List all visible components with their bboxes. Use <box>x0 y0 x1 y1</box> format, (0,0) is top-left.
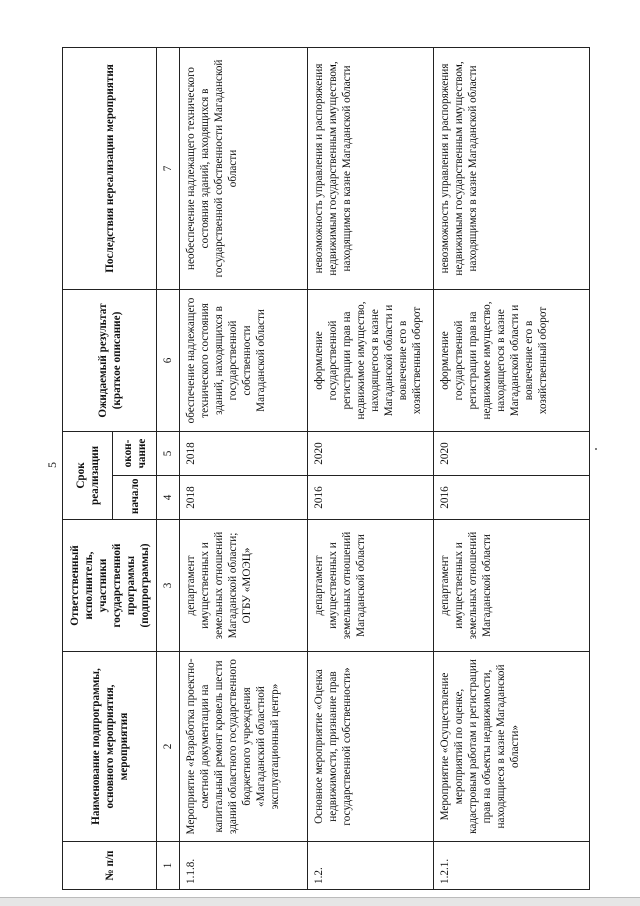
column-number: 5 <box>157 431 180 475</box>
row-num: 1.2. <box>308 842 434 890</box>
column-number: 6 <box>157 289 180 431</box>
column-number: 2 <box>157 652 180 842</box>
row-name: Мероприятие «Осуществление мероприятий по оценке, кадастровым работам и регистрации прав на объекты недвижимости, находящиеся в казне Магаданской области» <box>434 652 590 842</box>
column-number: 4 <box>157 476 180 520</box>
scan-speck <box>595 448 597 450</box>
row-result: оформление государственной регистрации прав на недвижимое имущество, находящегося в казне Магаданской области и вовлечение его в хозяйственный оборот <box>308 289 434 431</box>
table-row <box>434 47 590 889</box>
header-result: Ожидаемый результат (краткое описание) <box>63 289 157 431</box>
row-end: 2020 <box>434 431 590 475</box>
row-num: 1.1.8. <box>180 842 308 890</box>
row-name: Мероприятие «Разработка проектно-сметной документации на капитальный ремонт кровель шести зданий областного государственного бюджетного учреждения «Магаданский областной эксплуатационный центр» <box>180 652 308 842</box>
column-number: 3 <box>157 520 180 652</box>
table-row <box>180 47 308 889</box>
row-name: Основное мероприятие «Оценка недвижимости, признание прав государственной собственности» <box>308 652 434 842</box>
column-number: 7 <box>157 47 180 289</box>
row-end: 2020 <box>308 431 434 475</box>
page-number: 5 <box>45 462 59 468</box>
header-end: окон-чание <box>113 431 157 475</box>
header-name: Наименование подпрограммы, основного мероприятия, мероприятия <box>63 652 157 842</box>
row-executor: департамент имущественных и земельных отношений Магаданской области <box>434 520 590 652</box>
column-number-row <box>157 47 180 889</box>
row-start: 2016 <box>434 476 590 520</box>
header-executor: Ответственный исполнитель, участники государственной программы (подпрограммы) <box>63 520 157 652</box>
row-end: 2018 <box>180 431 308 475</box>
column-number: 1 <box>157 842 180 890</box>
row-start: 2018 <box>180 476 308 520</box>
program-measures-table <box>62 47 590 890</box>
row-consequences: невозможность управления и распоряжения недвижимым государственным имуществом, находящимся в казне Магаданской области <box>434 47 590 289</box>
header-consequences: Последствия нереализации мероприятия <box>63 47 157 289</box>
row-executor: департамент имущественных и земельных отношений Магаданской области <box>308 520 434 652</box>
row-start: 2016 <box>308 476 434 520</box>
header-start: начало <box>113 476 157 520</box>
row-consequences: необеспечение надлежащего технического состояния зданий, находящихся в государственной собственности Магаданской области <box>180 47 308 289</box>
row-num: 1.2.1. <box>434 842 590 890</box>
table-row <box>308 47 434 889</box>
header-term: Срок реализации <box>63 431 113 519</box>
header-num: № п/п <box>63 842 157 890</box>
rotated-page-content <box>62 48 580 890</box>
row-result: обеспечение надлежащего технического состояния зданий, находящихся в государственной собственности Магаданской области <box>180 289 308 431</box>
header-row <box>63 47 113 889</box>
row-executor: департамент имущественных и земельных отношений Магаданской области; ОГБУ «МОЭЦ» <box>180 520 308 652</box>
row-result: оформление государственной регистрации прав на недвижимое имущество, находящегося в казне Магаданской области и вовлечение его в хозяйственный оборот <box>434 289 590 431</box>
row-consequences: невозможность управления и распоряжения недвижимым государственным имуществом, находящимся в казне Магаданской области <box>308 47 434 289</box>
